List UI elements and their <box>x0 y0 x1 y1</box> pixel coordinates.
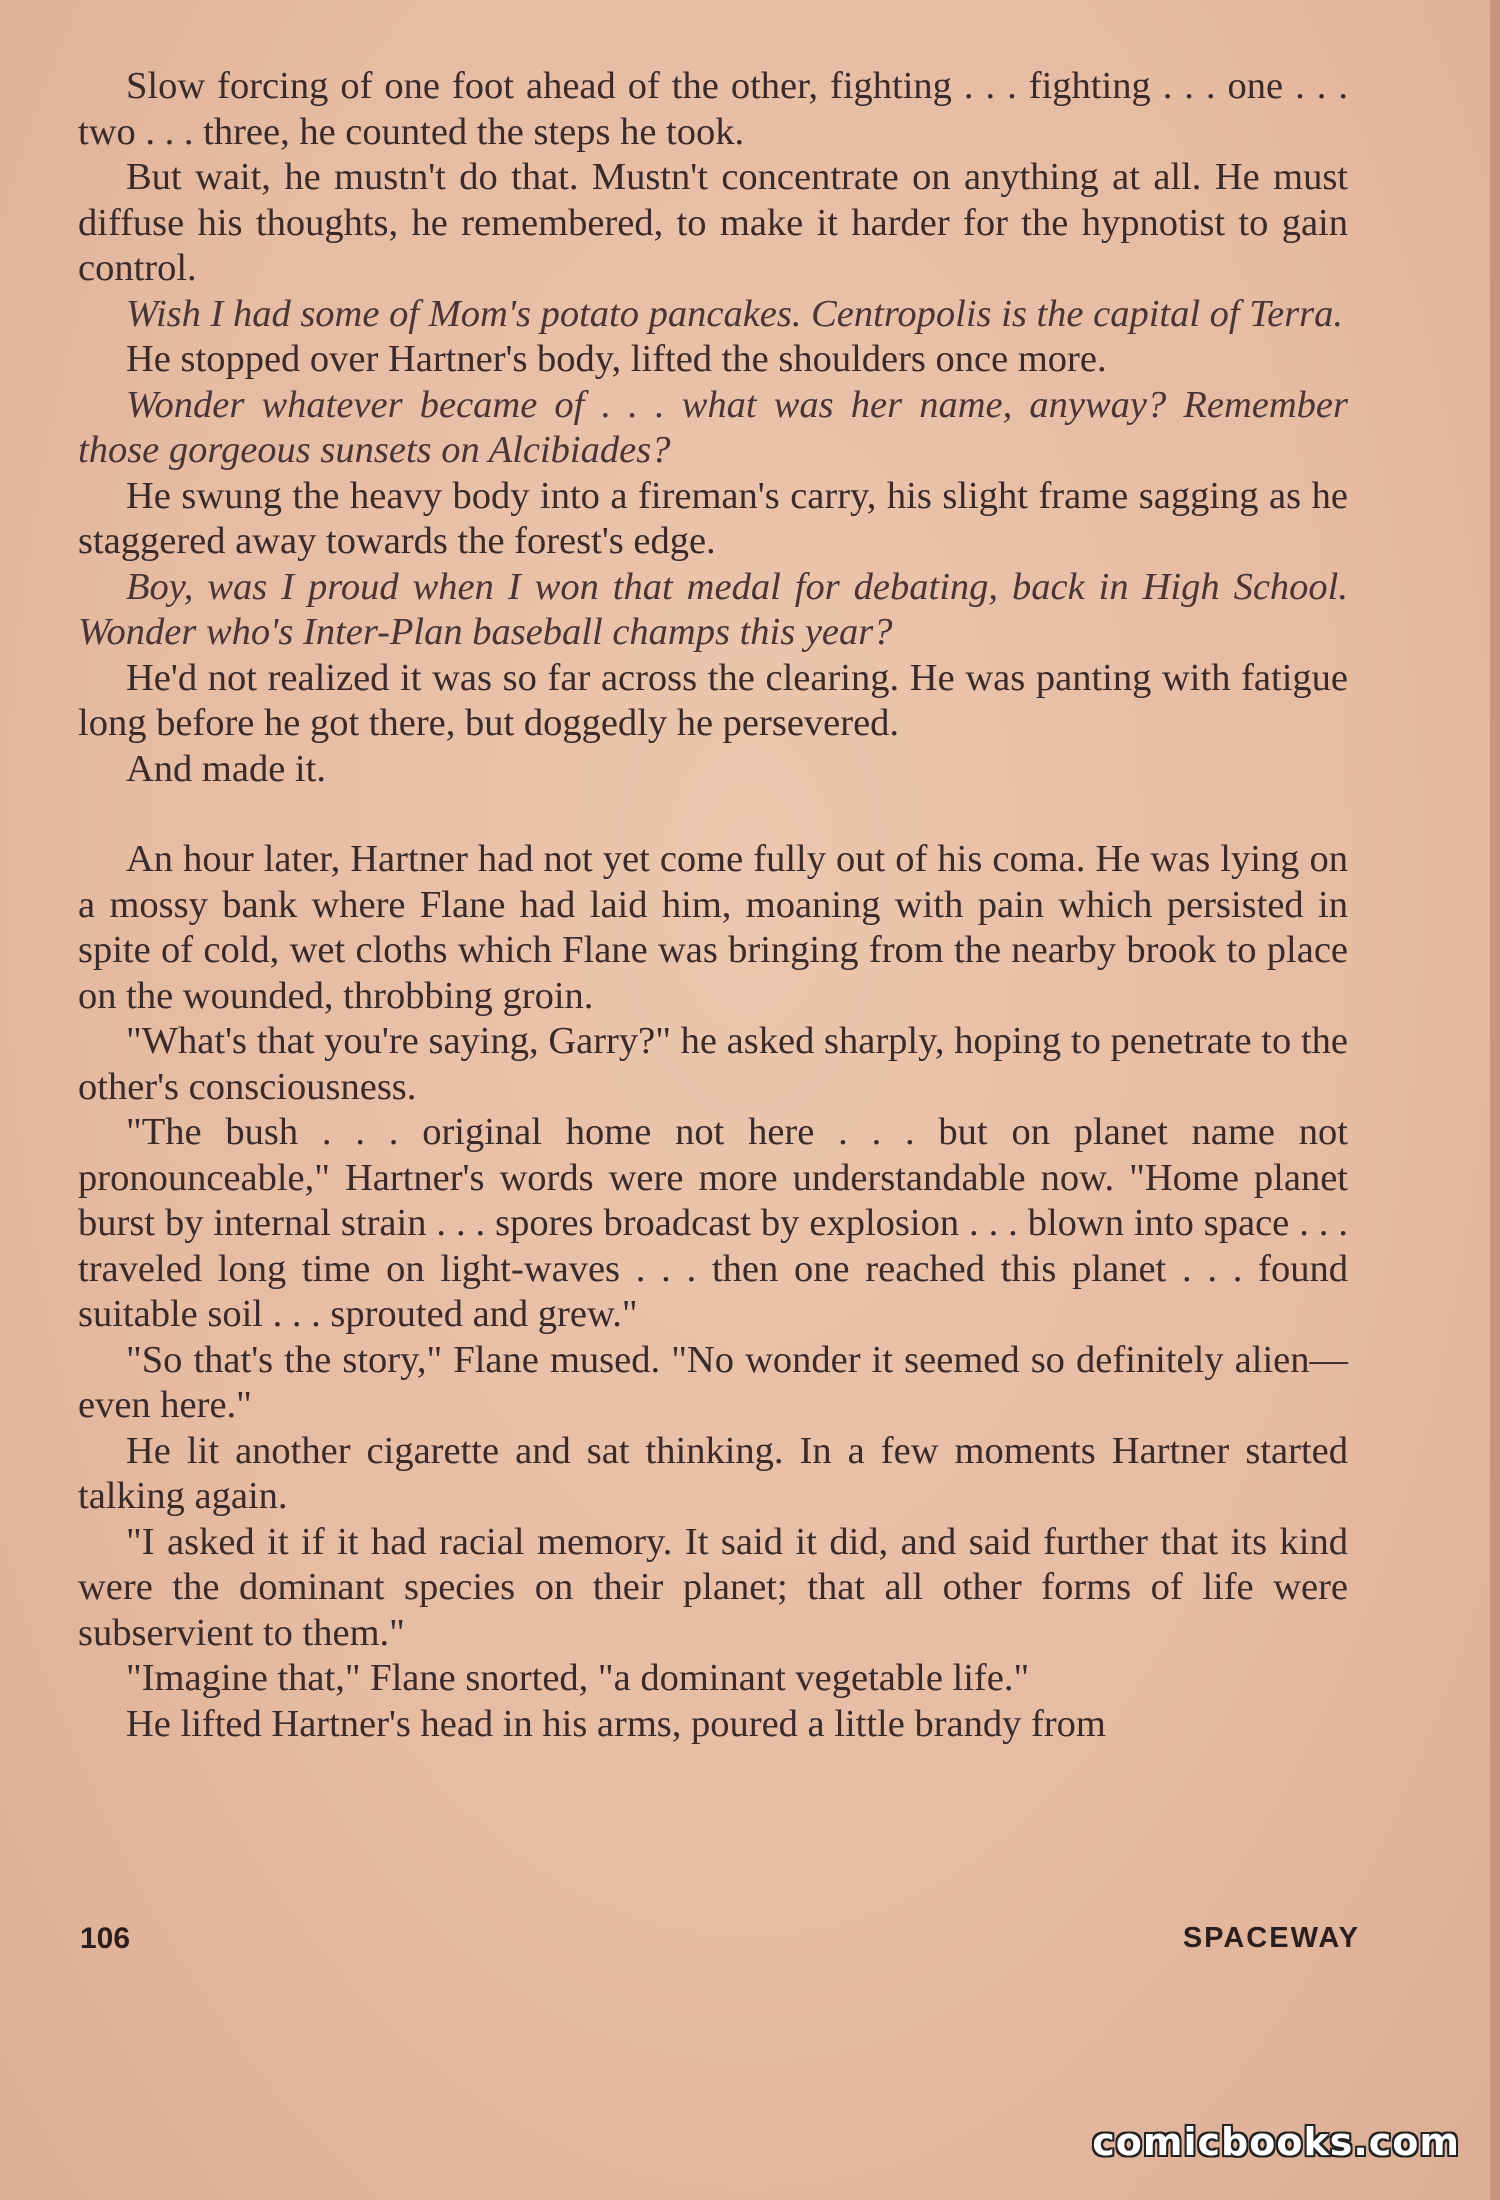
page-edge <box>1490 0 1500 2200</box>
paragraph: "Imagine that," Flane snorted, "a dominant vegetable life." <box>126 1657 1030 1699</box>
paragraph: "The bush . . . original home not here . . . but on planet name not pronounceable," Hartner's words were more understandable now. "Home planet burst by internal strain . . . spores broadcast by explosion . . . blown into space . . . traveled long time on light-waves . . . then one reached this planet . . . found suitable soil . . . sprouted and grew." <box>78 1111 1348 1335</box>
paragraph: "I asked it if it had racial memory. It said it did, and said further that its kind were the dominant species on their planet; that all other forms of life were subservient to them." <box>78 1520 1348 1654</box>
paragraph: He lit another cigarette and sat thinking. In a few moments Hartner started talking again. <box>78 1429 1348 1517</box>
paragraph: He swung the heavy body into a fireman's carry, his slight frame sagging as he staggered away towards the forest's edge. <box>78 474 1348 562</box>
watermark: comicbooks.com <box>1092 2120 1460 2164</box>
paragraph: And made it. <box>126 747 326 790</box>
paragraph: An hour later, Hartner had not yet come fully out of his coma. He was lying on a mossy bank where Flane had laid him, moaning with pain which persisted in spite of cold, wet cloths which Flane was bringing from the nearby brook to place on the wounded, throbbing groin. <box>78 838 1348 1017</box>
paragraph: "What's that you're saying, Garry?" he asked sharply, hoping to penetrate to the other's consciousness. <box>78 1020 1348 1108</box>
thought-paragraph: Wonder whatever became of . . . what was her name, anyway? Remember those gorgeous sunsets on Alcibiades? <box>78 383 1348 471</box>
page-number: 106 <box>80 1922 131 1955</box>
thought-paragraph: Wish I had some of Mom's potato pancakes. Centropolis is the capital of Terra. <box>126 292 1344 335</box>
paragraph: He stopped over Hartner's body, lifted the shoulders once more. <box>126 338 1107 380</box>
thought-paragraph: Boy, was I proud when I won that medal for debating, back in High School. Wonder who's Inter-Plan baseball champs this year? <box>78 565 1348 653</box>
paragraph: He'd not realized it was so far across the clearing. He was panting with fatigue long before he got there, but doggedly he persevered. <box>78 656 1348 744</box>
paragraph: But wait, he mustn't do that. Mustn't concentrate on anything at all. He must diffuse his thoughts, he remembered, to make it harder for the hypnotist to gain control. <box>78 156 1348 289</box>
magazine-title: SPACEWAY <box>1182 1922 1360 1954</box>
paragraph: He lifted Hartner's head in his arms, poured a little brandy from <box>126 1702 1106 1745</box>
paragraph: "So that's the story," Flane mused. "No wonder it seemed so definitely alien—even here." <box>78 1338 1348 1426</box>
story-text <box>78 64 1348 1747</box>
paragraph: Slow forcing of one foot ahead of the other, fighting . . . fighting . . . one . . . two . . . three, he counted the steps he took. <box>78 65 1348 153</box>
